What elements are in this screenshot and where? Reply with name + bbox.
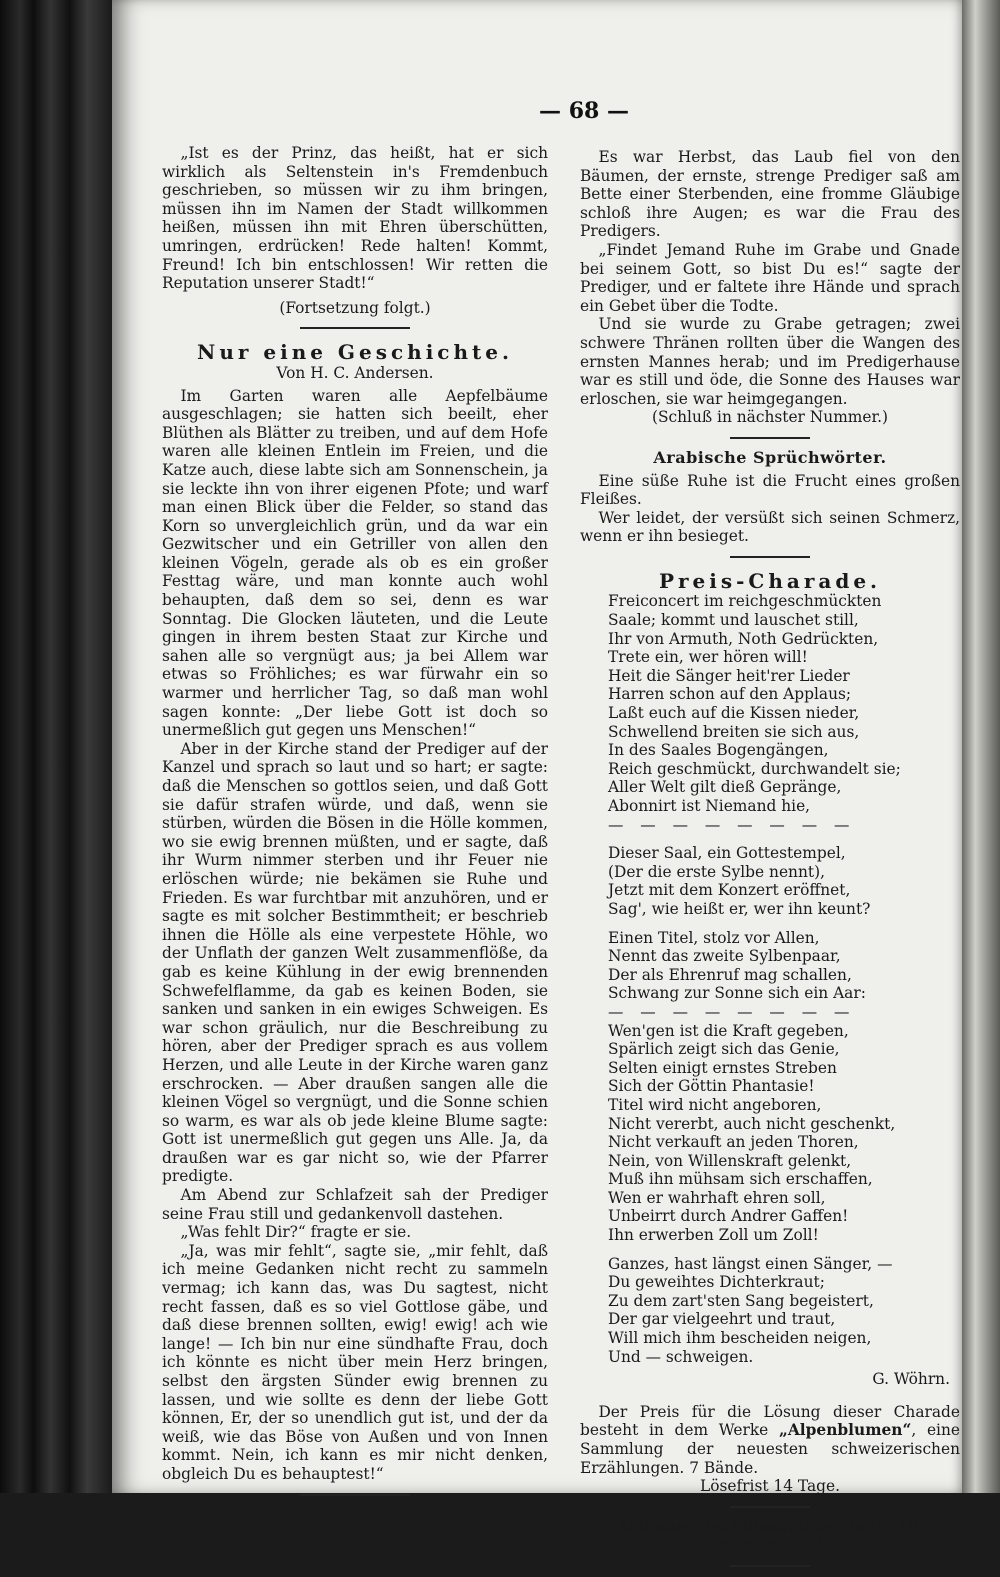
story-paragraph: Es war Herbst, das Laub fiel von den Bäumen, der ernste, strenge Prediger saß am Bette einer Sterbenden, eine fromme Gläubige schloß ihre Augen; es war die Frau des Predigers. [580, 148, 960, 241]
poem-line: Nein, von Willenskraft gelenkt, [608, 1151, 852, 1170]
poem-line: Unbeirrt durch Andrer Gaffen! [608, 1207, 849, 1226]
story-paragraph: Aber in der Kirche stand der Prediger auf der Kanzel und sprach so laut und so hart; er sagte: daß die Menschen so gottlos seien, und daß Gott sie dafür strafen würde, und daß, wenn sie stürben, würden die Bösen in die Hölle kommen, wo sie ewig brennen müßten, und er sagte, daß ihr Wurm nimmer sterben und ihr Feuer nie erlöschen würde; nie bekämen sie Ruhe und Frieden. Es war furchtbar mit anzuhören, und er sagte es mit solcher Bestimmtheit; er beschrieb ihnen die Hölle als eine verpestete Höhle, wo der Unflath der ganzen Welt zusammenflöße, da gab es keine Kühlung in der ewig brennenden Schwefelflamme, da gab es keinen Boden, sie sanken und sanken in ein ewiges Schweigen. Es war schon gräulich, nur die Beschreibung zu hören, aber der Prediger sprach es aus vollem Herzen, und alle Leute in der Kirche waren ganz erschrocken. — Aber draußen sangen alle die kleinen Vögel so vergnügt, und die Sonne schien so warm, es war als ob jede kleine Blume sagte: Gott ist unermeßlich gut gegen uns Alle. Ja, da draußen war es gar nicht so, wie der Pfarrer predigte. [162, 739, 548, 1186]
poem-line: Nicht vererbt, auch nicht geschenkt, [608, 1114, 896, 1133]
story-byline: Von H. C. Andersen. [276, 363, 434, 382]
poem-line: Nennt das zweite Sylbenpaar, [608, 947, 841, 966]
proverbs-title: Arabische Sprüchwörter. [653, 447, 887, 467]
section-divider [730, 1506, 810, 1508]
poem-line: Abonnirt ist Niemand hie, [608, 797, 811, 815]
poem-line: Ihn erwerben Zoll um Zoll! [608, 1226, 819, 1245]
section-divider [730, 1565, 810, 1567]
poem-line: Der als Ehrenruf mag schallen, [608, 965, 852, 984]
document-page [112, 0, 962, 1555]
left-column [162, 144, 548, 1506]
poem-line: Dieser Saal, ein Gottestempel, [608, 844, 846, 863]
section-divider [730, 437, 810, 439]
section-divider [300, 327, 410, 329]
dash-line: — — — — — — — — [608, 815, 856, 834]
prize-text: Der Preis für die Lösung dieser Charade besteht in dem Werke [580, 1402, 960, 1440]
poem-line: Ganzes, hast längst einen Sänger, — [608, 1254, 893, 1273]
poem-line: Schwellend breiten sie sich aus, [608, 722, 860, 741]
poem-line: Einen Titel, stolz vor Allen, [608, 928, 820, 947]
poem-line: Sich der Göttin Phantasie! [608, 1077, 815, 1096]
poem-line: Der gar vielgeehrt und traut, [608, 1310, 836, 1329]
story-paragraph: Im Garten waren alle Aepfelbäume ausgeschlagen; sie hatten sich beeilt, eher Blüthen als Blätter zu treiben, und auf dem Hofe waren alle kleinen Entlein im Freien, und die Katze auch, diese labte sich am Sonnenschein, ja sie leckte ihn von ihrer eigenen Pfote; und warf man einen Blick über die Felder, so stand das Korn so unvergleichlich grün, und da war ein Gezwitscher und ein Getriller von allen den kleinen Vögeln, gerade als ob es ein großer Festtag wäre, und man konnte auch wohl behaupten, daß dem so sei, denn es war Sonntag. Die Glocken läuteten, und die Leute gingen in ihrem besten Staat zur Kirche und sahen alle so vergnügt aus; ja bei Allem war etwas so Fröhliches; es war fürwahr ein so warmer und herrlicher Tag, so daß man wohl sagen konnte: „Der liebe Gott ist doch so unermeßlich gut gegen uns Menschen!“ [162, 386, 548, 740]
poem-line: Aller Welt gilt dieß Gepränge, [608, 778, 842, 797]
poem-line: Wen'gen ist die Kraft gegeben, [608, 1021, 849, 1040]
story-paragraph: „Findet Jemand Ruhe im Grabe und Gnade bei seinem Gott, so bist Du es!“ sagte der Prediger, und er faltete ihre Hände und sprach ein Gebet über die Todte. [580, 240, 960, 315]
prize-book-title: „Alpenblumen“ [779, 1421, 912, 1440]
poem-line: Titel wird nicht angeboren, [608, 1095, 822, 1114]
deadline-note: Lösefrist 14 Tage. [699, 1477, 841, 1496]
page-edge [962, 0, 1000, 1493]
poem-line: Ihr von Armuth, Noth Gedrückten, [608, 629, 879, 648]
prize-text: , eine Sammlung der neuesten schweizerischen Erzählungen. 7 Bände. [580, 1421, 960, 1477]
story-title: Nur eine Geschichte. [197, 340, 513, 365]
page-number: — 68 — [539, 98, 629, 124]
solution-note: Auflösung des Silbenräthsels in Nr. 10. [617, 1517, 923, 1536]
poem-line: (Der die erste Sylbe nennt), [608, 862, 825, 881]
poem-line: Freiconcert im reichgeschmückten [608, 592, 882, 611]
book-binding [0, 0, 112, 1493]
charade-signature: G. Wöhrn. [872, 1370, 950, 1389]
poem-line: Wen er wahrhaft ehren soll, [608, 1188, 826, 1207]
charade-poem [580, 592, 960, 1366]
poem-line: Spärlich zeigt sich das Genie, [608, 1040, 840, 1059]
poem-line: Schwang zur Sonne sich ein Aar: [608, 984, 866, 1003]
poem-line: Heit die Sänger heit'rer Lieder [608, 666, 850, 685]
poem-line: Zu dem zart'sten Sang begeistert, [608, 1291, 874, 1310]
section-divider [300, 1494, 410, 1496]
conclusion-note: (Schluß in nächster Nummer.) [651, 408, 889, 427]
charade-title: Preis-Charade. [658, 568, 882, 593]
poem-line: Reich geschmückt, durchwandelt sie; [608, 759, 901, 778]
poem-line: Saale; kommt und lauschet still, [608, 611, 859, 630]
poem-line: Harren schon auf den Applaus; [608, 685, 852, 704]
story-paragraph: Und sie wurde zu Grabe getragen; zwei schwere Thränen rollten über die Wangen des ernsten Mannes herab; und im Predigerhause war es still und öde, die Sonne des Hauses war erloschen, sie war heimgegangen. [580, 315, 960, 408]
poem-line: Du geweihtes Dichterkraut; [608, 1273, 825, 1292]
poem-line: In des Saales Bogengängen, [608, 741, 829, 760]
solution-answer: Feuerheerd. [705, 1536, 835, 1555]
poem-line: Laßt euch auf die Kissen nieder, [608, 704, 860, 723]
intro-paragraph: „Ist es der Prinz, das heißt, hat er sich wirklich als Seltenstein in's Fremdenbuch geschrieben, so müssen wir zu ihm bringen, müssen ihn im Namen der Stadt willkommen heißen, müssen ihn mit Ehren überschütten, umringen, erdrücken! Rede halten! Kommt, Freund! Ich bin entschlossen! Wir retten die Reputation unserer Stadt!“ [162, 144, 548, 293]
poem-line: Trete ein, wer hören will! [608, 648, 808, 667]
proverb: Wer leidet, der versüßt sich seinen Schmerz, wenn er ihn besieget. [580, 508, 960, 546]
poem-line: Muß ihn mühsam sich erschaffen, [608, 1170, 873, 1189]
story-paragraph: „Was fehlt Dir?“ fragte er sie. [180, 1223, 412, 1242]
poem-line: Und — schweigen. [608, 1347, 754, 1366]
poem-line: Selten einigt ernstes Streben [608, 1058, 837, 1077]
poem-line: Nicht verkauft an jeden Thoren, [608, 1133, 859, 1152]
dash-line: — — — — — — — — [608, 1002, 856, 1021]
poem-line: Will mich ihm bescheiden neigen, [608, 1329, 872, 1348]
proverb: Eine süße Ruhe ist die Frucht eines großen Fleißes. [580, 471, 960, 509]
section-divider [730, 556, 810, 558]
story-paragraph: Am Abend zur Schlafzeit sah der Prediger seine Frau still und gedankenvoll dastehen. [162, 1186, 548, 1223]
poem-line: Sag', wie heißt er, wer ihn keunt? [608, 899, 871, 918]
story-paragraph: „Ja, was mir fehlt“, sagte sie, „mir fehlt, daß ich meine Gedanken nicht recht zu sammeln vermag; ich kann das, was Du sagtest, nicht recht fassen, daß es so viel Gottlose gäbe, und daß diese brennen sollten, ewig! ewig! ach wie lange! — Ich bin nur eine sündhafte Frau, doch ich könnte es nicht über mein Herz bringen, selbst den ärgsten Sünder ewig brennen zu lassen, und wie sollte es denn der liebe Gott können, Er, der so unendlich gut ist, und der da weiß, wie das Böse von Außen und von Innen kommt. Nein, ich kann es mir nicht denken, obgleich Du es behauptest!“ [162, 1241, 548, 1483]
continuation-note: (Fortsetzung folgt.) [279, 298, 431, 317]
prize-paragraph [580, 1403, 960, 1477]
right-column [580, 148, 960, 1577]
poem-line: Jetzt mit dem Konzert eröffnet, [608, 881, 851, 900]
